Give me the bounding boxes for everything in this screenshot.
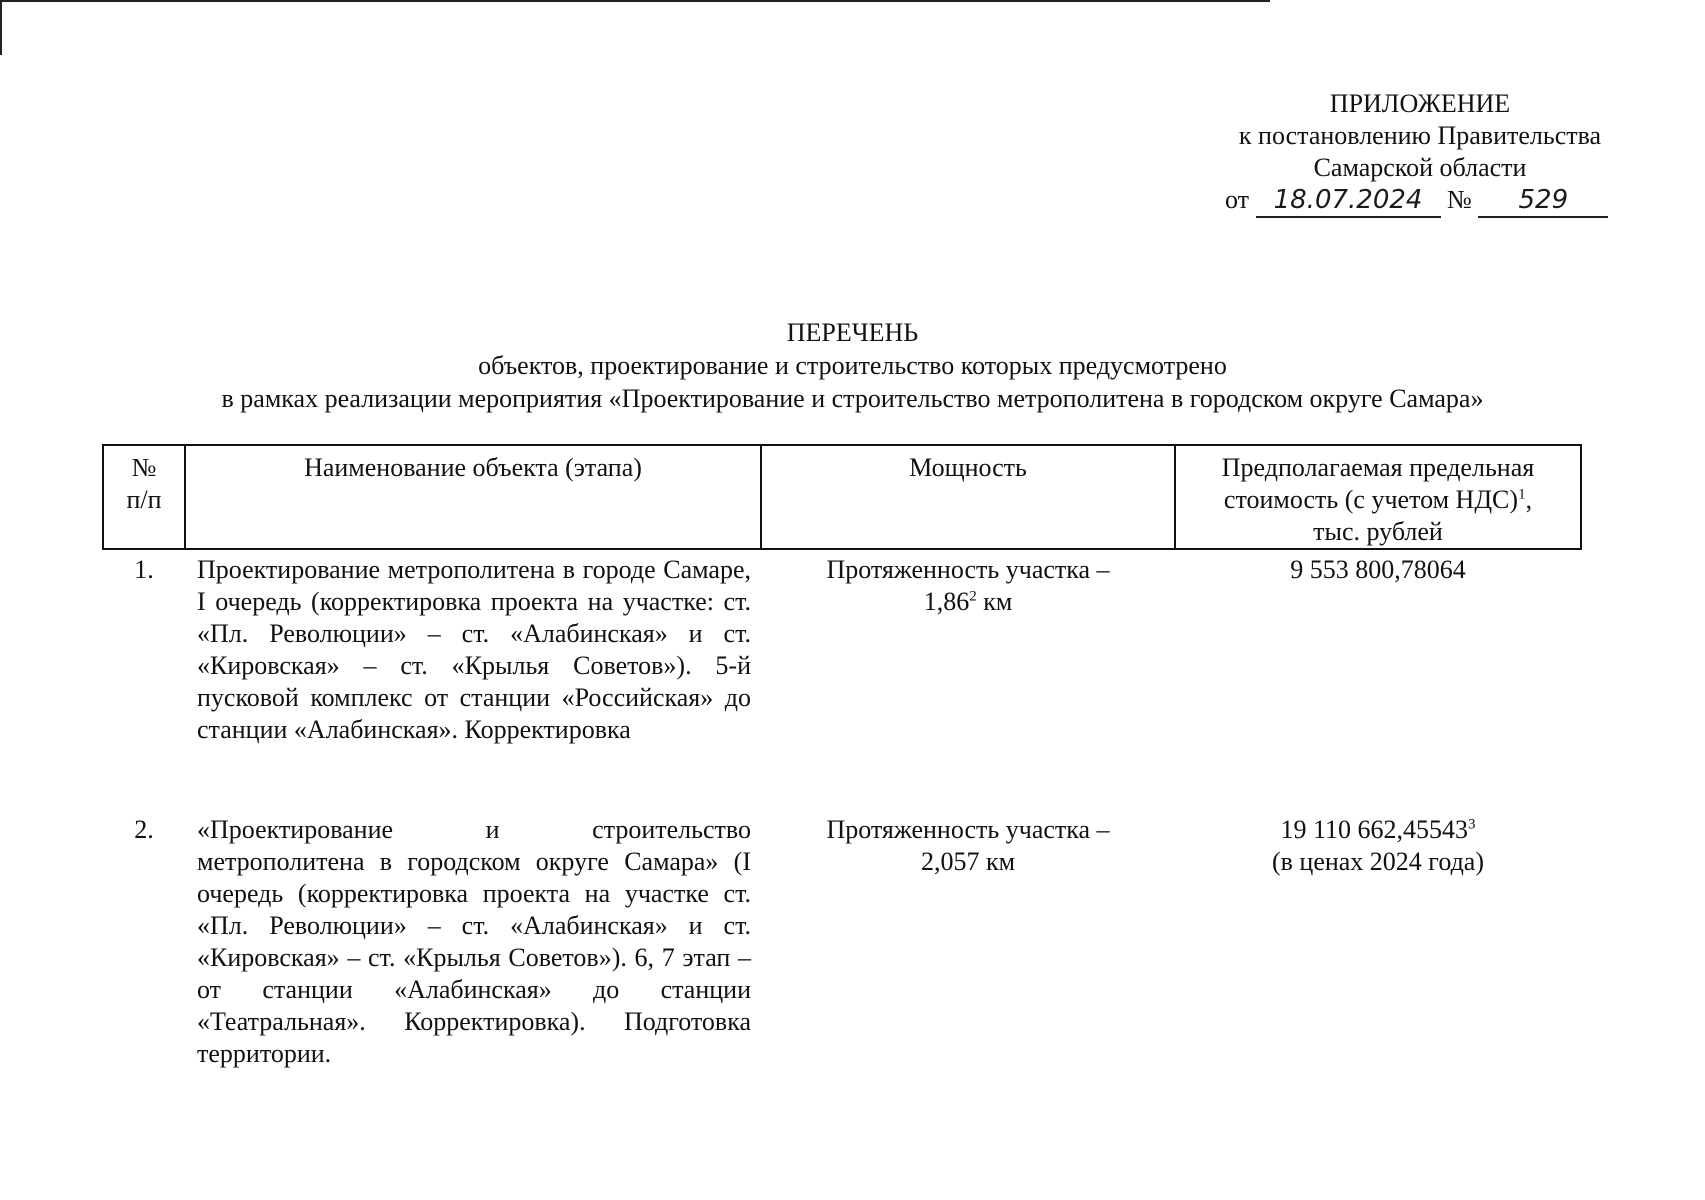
number-label: № — [1447, 185, 1472, 214]
document-title: ПЕРЕЧЕНЬ — [786, 318, 919, 347]
footnote-mark: 1 — [1518, 486, 1526, 503]
row-number: 2. — [134, 815, 154, 844]
cost-value-line — [1175, 814, 1581, 846]
header-number-line-1: № — [131, 453, 157, 482]
capacity-label: Протяженность участка – — [826, 815, 1110, 844]
row-cost — [1175, 814, 1581, 1070]
row-object-name: «Проектирование и строительство метрополитена в городском округе Самара» (I очередь (корректировка проекта на участке ст. «Пл. Революции» – ст. «Алабинская» и ст. «Кировская» – ст. «Крылья Советов»). 6, 7 этап – от станции «Алабинская» до станции «Театральная». Корректировка). Подготовка территории. — [197, 815, 751, 1068]
capacity-unit: км — [976, 587, 1013, 616]
handwritten-number: 529 — [1478, 184, 1608, 218]
scan-border-top — [0, 0, 1270, 2]
row-capacity — [761, 814, 1175, 1070]
document-heading — [0, 316, 1705, 415]
handwritten-date: 18.07.2024 — [1256, 184, 1441, 218]
header-name: Наименование объекта (этапа) — [185, 445, 761, 549]
appendix-line-1: к постановлению Правительства — [1238, 121, 1602, 150]
capacity-value: 2,057 км — [920, 847, 1016, 876]
objects-table — [102, 444, 1582, 1070]
header-cost-text: стоимость (с учетом НДС) — [1223, 485, 1519, 514]
table-header-row — [103, 445, 1581, 549]
table-row — [103, 814, 1581, 1070]
footnote-mark: 3 — [1468, 816, 1476, 833]
header-number-line-2: п/п — [126, 485, 162, 514]
footnote-mark: 2 — [969, 588, 977, 605]
appendix-title: ПРИЛОЖЕНИЕ — [1329, 89, 1511, 118]
scan-border-left — [0, 0, 2, 55]
cost-note: (в ценах 2024 года) — [1271, 847, 1485, 876]
cost-value: 19 110 662,45543 — [1280, 815, 1469, 844]
appendix-block — [1180, 88, 1660, 218]
from-label: от — [1225, 185, 1250, 214]
table-row — [103, 549, 1581, 814]
row-cost: 9 553 800,78064 — [1290, 555, 1466, 584]
capacity-value: 1,86 — [923, 587, 970, 616]
header-cost-line-3: тыс. рублей — [1313, 517, 1443, 546]
header-cost — [1175, 445, 1581, 549]
capacity-value-line — [761, 586, 1175, 618]
header-capacity: Мощность — [761, 445, 1175, 549]
row-number: 1. — [134, 555, 154, 584]
appendix-date-line — [1180, 184, 1660, 218]
appendix-line-2: Самарской области — [1313, 153, 1527, 182]
document-subtitle-2: в рамках реализации мероприятия «Проектирование и строительство метрополитена в городском округе Самара» — [221, 384, 1484, 413]
header-number — [103, 445, 185, 549]
row-capacity — [761, 549, 1175, 814]
header-cost-line-2 — [1176, 484, 1580, 516]
header-cost-line-1: Предполагаемая предельная — [1221, 453, 1535, 482]
capacity-label: Протяженность участка – — [826, 555, 1110, 584]
header-cost-comma: , — [1525, 485, 1533, 514]
document-subtitle-1: объектов, проектирование и строительство которых предусмотрено — [478, 351, 1227, 380]
row-object-name: Проектирование метрополитена в городе Самаре, I очередь (корректировка проекта на участке: ст. «Пл. Революции» – ст. «Алабинская» и ст. «Кировская» – ст. «Крылья Советов»). 5-й пусковой комплекс от станции «Российская» до станции «Алабинская». Корректировка — [197, 555, 751, 744]
